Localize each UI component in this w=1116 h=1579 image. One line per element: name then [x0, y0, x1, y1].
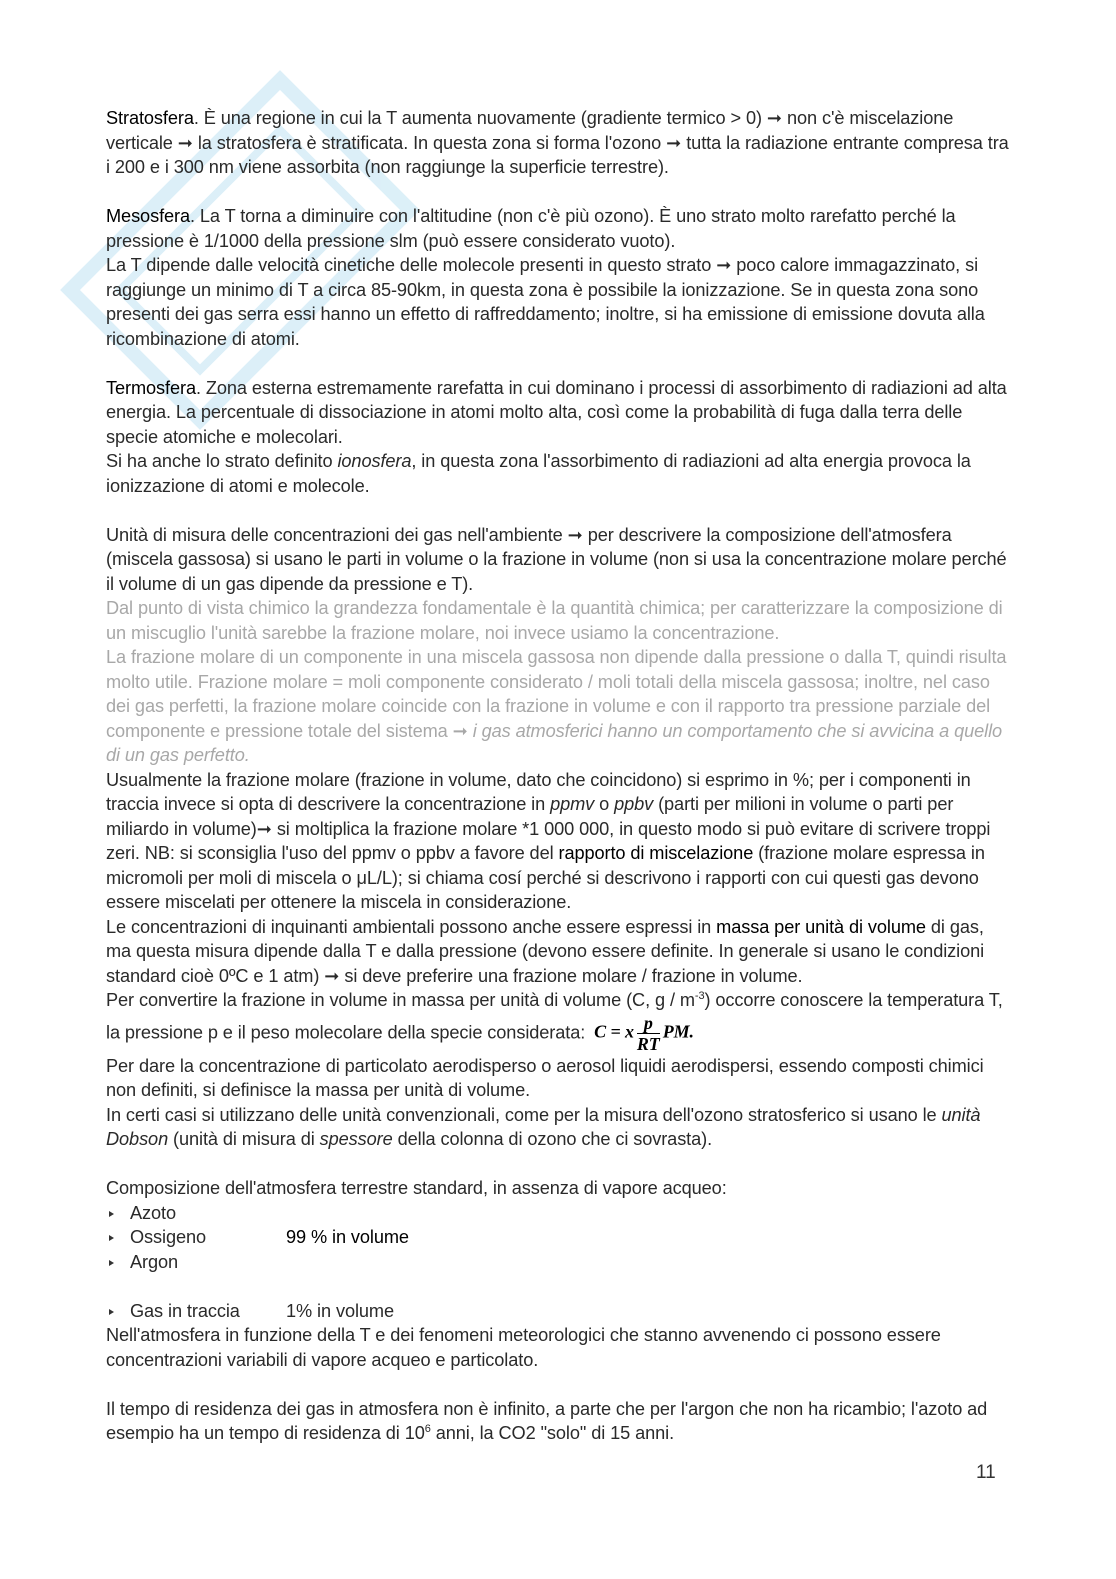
paragraph-dobson: In certi casi si utilizzano delle unità convenzionali, come per la misura dell'ozono stratosferico si usano le unità Dobson (unità di misura di spessore della colonna di ozono che ci sovrasta).: [106, 1104, 981, 1149]
paragraph-gray-2: La frazione molare di un componente in una miscela gassosa non dipende dalla pressione o dalla T, quindi risulta molto utile. Frazione molare = moli componente considerato / moli totali della miscela gassosa; inoltre, nel caso dei gas perfetti, la frazione molare coincide con la frazione in volume e con il rapporto tra pressione parziale del componente e pressione totale del sistema ➞ i gas atmosferici hanno un comportamento che si avvicina a quello di un gas perfetto.: [106, 647, 1007, 765]
composition-major: [106, 1201, 1011, 1275]
paragraph-residenza: Il tempo di residenza dei gas in atmosfera non è infinito, a parte che per l'argon che non ha ricambio; l'azoto ad esempio ha un tempo di residenza di $10^6$ anni, la CO2 "solo" di 15 anni.: [106, 1398, 988, 1443]
list-item: Ossigeno: [106, 1225, 1011, 1250]
highlight-massa-volume: massa per unità di volume: [716, 916, 926, 937]
term-mesosfera: Mesosfera: [106, 206, 191, 226]
paragraph-termosfera: Termosfera. Zona esterna estremamente rarefatta in cui dominano i processi di assorbimento di radiazioni ad alta energia. La percentuale di dissociazione in atomi molto alta, così come la probabilità di fuga dalla terra delle specie atomiche e molecolari.: [106, 377, 1007, 447]
major-volume-note: 99 % in volume: [286, 1227, 409, 1247]
paragraph-vapore: Nell'atmosfera in funzione della T e dei fenomeni meteorologici che stanno avvenendo ci possono essere concentrazioni variabili di vapore acqueo e particolato.: [106, 1325, 941, 1370]
paragraph-conversion: Per convertire la frazione in volume in massa per unità di volume (C, g / $m^{-3}$) occorre conoscere la temperatura T, la pressione p e il peso molecolare della specie considerata: C = x $\frac{p}{RT}$ PM.: [106, 990, 1003, 1054]
concentration-formula: C = x $\frac{p}{RT}$ PM.: [594, 1012, 694, 1054]
highlight-rapporto-miscelazione: rapporto di miscelazione: [558, 843, 754, 863]
page-number: 11: [976, 1462, 996, 1483]
term-termosfera: Termosfera: [106, 377, 196, 398]
paragraph-units-intro: Unità di misura delle concentrazioni dei gas nell'ambiente ➞ per descrivere la composizione dell'atmosfera (miscela gassosa) si usano le parti in volume o la frazione in volume (non si usa la concentrazione molare perché il volume di un gas dipende da pressione e T).: [106, 524, 1007, 594]
paragraph-gray-1: Dal punto di vista chimico la grandezza fondamentale è la quantità chimica; per caratterizzare la composizione di un miscuglio l'unità sarebbe la frazione molare, noi invece usiamo la concentrazione.: [106, 598, 1003, 643]
page-content: [106, 106, 1011, 1446]
list-item: Azoto: [106, 1201, 1011, 1226]
term-stratosfera: Stratosfera: [106, 108, 194, 128]
paragraph-ionosfera: Si ha anche lo strato definito ionosfera, in questa zona l'assorbimento di radiazioni ad alta energia provoca la ionizzazione di atomi e molecole.: [106, 451, 971, 496]
list-item-trace: Gas in traccia 1% in volume: [106, 1299, 1011, 1324]
paragraph-mesosfera-2: La T dipende dalle velocità cinetiche delle molecole presenti in questo strato ➞ poco calore immagazzinato, si raggiunge un minimo di T a circa 85-90km, in questa zona è possibile la ionizzazione. Se in questa zona sono presenti dei gas serra essi hanno un effetto di raffreddamento; inoltre, si ha emissione di emissione dovuta alla ricombinazione di atomi.: [106, 255, 985, 349]
composition-list: [106, 1201, 1011, 1275]
trace-volume-note: 1% in volume: [286, 1300, 394, 1321]
trace-list: [106, 1299, 1011, 1324]
composition-intro: Composizione dell'atmosfera terrestre standard, in assenza di vapore acqueo:: [106, 1178, 727, 1198]
paragraph-stratosfera: Stratosfera. È una regione in cui la T aumenta nuovamente (gradiente termico > 0) ➞ non c'è miscelazione verticale ➞ la stratosfera è stratificata. In questa zona si forma l'ozono ➞ tutta la radiazione entrante compresa tra i 200 e i 300 nm viene assorbita (non raggiunge la superficie terrestre).: [106, 108, 1009, 177]
list-item: Argon: [106, 1250, 1011, 1275]
paragraph-massa-volume: Le concentrazioni di inquinanti ambientali possono anche essere espressi in massa per unità di volume di gas, ma questa misura dipende dalla T e dalla pressione (devono essere definite. In generale si usano le condizioni standard cioè 0ºC e 1 atm) ➞ si deve preferire una frazione molare / frazione in volume.: [106, 916, 985, 986]
paragraph-ppmv: Usualmente la frazione molare (frazione in volume, dato che coincidono) si esprimo in %; per i componenti in traccia invece si opta di descrivere la concentrazione in ppmv o ppbv (parti per milioni in volume o parti per miliardo in volume)➞ si moltiplica la frazione molare *1 000 000, in questo modo si può evitare di scrivere troppi zeri. NB: si sconsiglia l'uso del ppmv o ppbv a favore del rapporto di miscelazione (frazione molare espressa in micromoli per moli di miscela o μL/L); si chiama cosí perché si descrivono i rapporti con cui questi gas devono essere miscelati per ottenere la miscela in considerazione.: [106, 769, 991, 912]
paragraph-mesosfera: Mesosfera. La T torna a diminuire con l'altitudine (non c'è più ozono). È uno strato molto rarefatto perché la pressione è 1/1000 della pressione slm (può essere considerato vuoto).: [106, 206, 956, 251]
paragraph-particolato: Per dare la concentrazione di particolato aerodisperso o aerosol liquidi aerodispersi, essendo composti chimici non definiti, si definisce la massa per unità di volume.: [106, 1055, 984, 1100]
formula-fraction: $\frac{p}{RT}$: [636, 1012, 660, 1054]
